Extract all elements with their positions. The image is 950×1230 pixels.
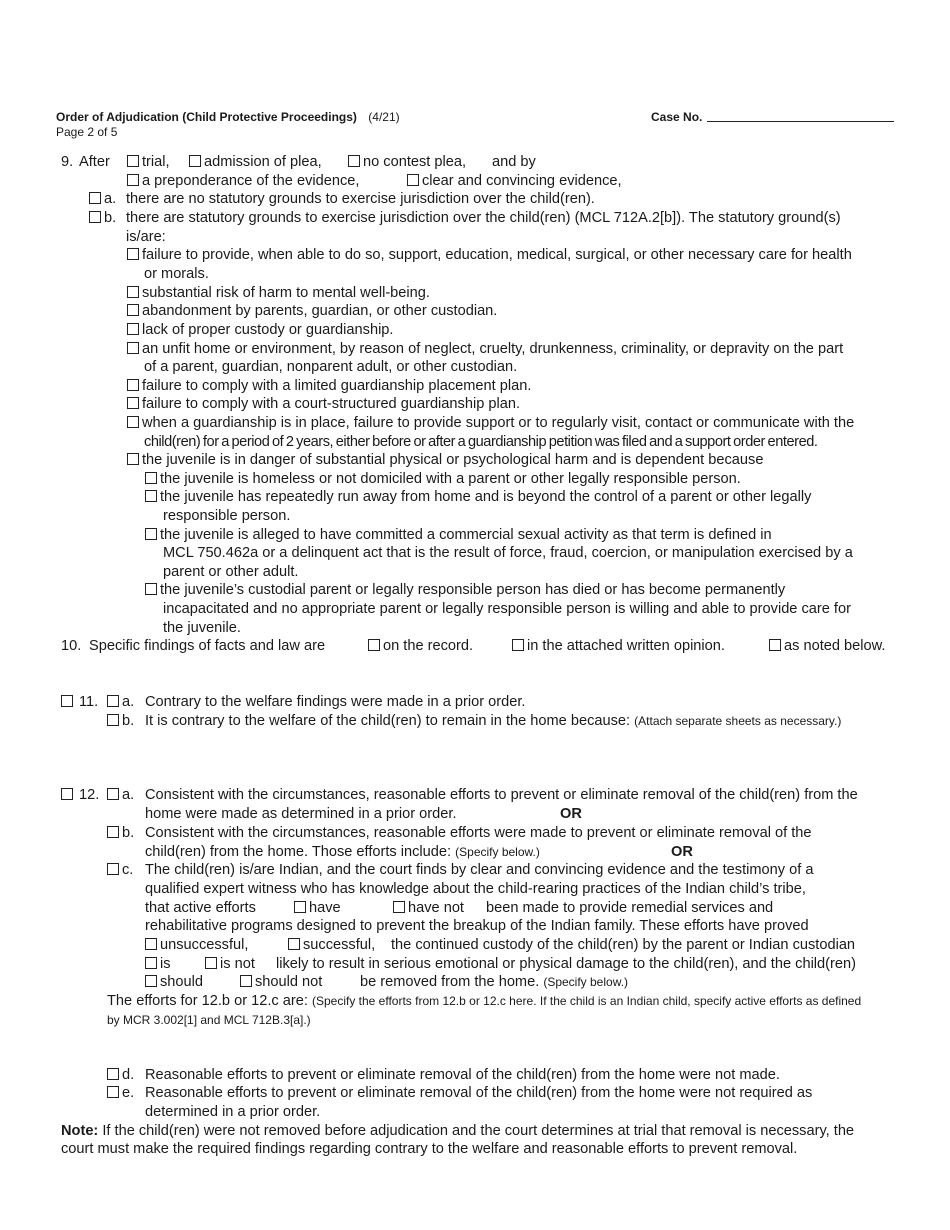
item12a-text-1: Consistent with the circumstances, reasonable efforts to prevent or eliminate removal of the child(ren) from the [145,787,858,803]
item12e-text-1: Reasonable efforts to prevent or eliminate removal of the child(ren) from the home were not required as [145,1085,813,1101]
ground-3-checkbox[interactable] [127,304,139,316]
item12e-checkbox[interactable] [107,1086,119,1098]
ground-4 [127,321,393,340]
form-version: (4/21) [368,110,400,124]
form-title-block [56,110,400,124]
item9b-letter: b. [104,210,117,226]
admission-label: admission of plea, [204,154,322,170]
item11-checkbox[interactable] [61,695,73,707]
ground-7 [127,395,520,414]
sub-ground-3-cont-2: parent or other adult. [163,564,299,580]
sub-ground-2-cont: responsible person. [163,508,291,524]
sub-ground-1-checkbox[interactable] [145,472,157,484]
should-label: should [160,974,204,990]
have-not-checkbox[interactable] [393,901,405,913]
item12-head [61,786,99,805]
ground-9-checkbox[interactable] [127,453,139,465]
sub-ground-4-checkbox[interactable] [145,583,157,595]
successful-label: successful, [303,937,376,953]
ground-5-text: an unfit home or environment, by reason of neglect, cruelty, drunkenness, criminality, or depravity on the part [142,341,844,357]
or-label-2: OR [671,844,693,860]
should-not-label: should not [255,974,323,990]
case-no-label: Case No. [651,110,703,124]
item9b-text-2: is/are: [126,229,166,245]
ground-1 [127,246,852,265]
item12d-text: Reasonable efforts to prevent or eliminate removal of the child(ren) from the home were not made. [145,1067,780,1083]
clear-convincing-label: clear and convincing evidence, [422,173,622,189]
note-label: Note: [61,1123,99,1139]
on-record-label: on the record. [383,638,474,654]
item12c-checkbox[interactable] [107,863,119,875]
sub-ground-2 [145,488,811,507]
item12b [107,824,134,843]
sub-ground-3-text: the juvenile is alleged to have committed a commercial sexual activity as that term is defined in [160,527,772,543]
item12a-text-2: home were made as determined in a prior order. [145,806,457,822]
item12d-letter: d. [122,1067,135,1083]
sub-ground-3-cont-1: MCL 750.462a or a delinquent act that is the result of force, fraud, coercion, or manipulation exercised by a [163,545,853,561]
item11a-text: Contrary to the welfare findings were made in a prior order. [145,694,526,710]
ground-1-text: failure to provide, when able to do so, support, education, medical, surgical, or other necessary care for health [142,247,852,263]
sub-ground-1-text: the juvenile is homeless or not domiciled with a parent or other legally responsible person. [160,471,741,487]
ground-8-text: when a guardianship is in place, failure to provide support or to regularly visit, contact or communicate with the [142,415,855,431]
item12e-letter: e. [122,1085,135,1101]
item11b-checkbox[interactable] [107,714,119,726]
ground-9-text: the juvenile is in danger of substantial physical or psychological harm and is dependent because [142,452,764,468]
item12b-letter: b. [122,825,135,841]
should-not-option [240,973,322,992]
is-label: is [160,956,171,972]
page-number: Page 2 of 5 [56,125,118,139]
is-not-checkbox[interactable] [205,957,217,969]
ground-1-cont: or morals. [144,266,209,282]
is-option [145,955,171,974]
preponderance-option [127,172,359,191]
item9-trial-option [127,153,170,172]
sub-ground-3 [145,526,772,545]
item9-and-by: and by [492,154,536,170]
item12-number: 12. [79,787,100,803]
no-contest-label: no contest plea, [363,154,467,170]
have-option [294,899,341,918]
sub-ground-3-checkbox[interactable] [145,528,157,540]
preponderance-checkbox[interactable] [127,174,139,186]
item12a [107,786,134,805]
ground-3 [127,302,497,321]
item11a [107,693,134,712]
item12-checkbox[interactable] [61,788,73,800]
item11-number: 11. [79,694,99,710]
ground-4-checkbox[interactable] [127,323,139,335]
ground-2-text: substantial risk of harm to mental well-being. [142,285,430,301]
ground-6 [127,377,531,396]
item12b-text-1: Consistent with the circumstances, reasonable efforts were made to prevent or eliminate removal of the [145,825,812,841]
note-line-2: court must make the required findings regarding contrary to the welfare and reasonable efforts to prevent removal. [61,1141,798,1157]
ground-6-text: failure to comply with a limited guardianship placement plan. [142,378,532,394]
item12c-note: (Specify below.) [543,975,629,989]
item9b [89,209,116,228]
ground-8-cont: child(ren) for a period of 2 years, either before or after a guardianship petition was filed and a support order entered. [144,434,818,450]
ground-3-text: abandonment by parents, guardian, or other custodian. [142,303,498,319]
sub-ground-1 [145,470,741,489]
item10-opt1 [368,637,473,656]
ground-9 [127,451,763,470]
sub-ground-4-cont-2: the juvenile. [163,620,241,636]
admission-checkbox[interactable] [189,155,201,167]
on-record-checkbox[interactable] [368,639,380,651]
ground-6-checkbox[interactable] [127,379,139,391]
no-contest-checkbox[interactable] [348,155,360,167]
item11b-text [145,712,841,731]
or-label-1: OR [560,806,582,822]
item9a [89,190,116,209]
note-text-1: If the child(ren) were not removed before adjudication and the court determines at trial that removal is necessary, the [102,1123,855,1139]
noted-below-label: as noted below. [784,638,886,654]
item9-admission-option [189,153,322,172]
item12a-checkbox[interactable] [107,788,119,800]
ground-8 [127,414,854,433]
item9b-checkbox[interactable] [89,211,101,223]
item9a-text: there are no statutory grounds to exercise jurisdiction over the child(ren). [126,191,595,207]
item11a-letter: a. [122,694,135,710]
have-checkbox[interactable] [294,901,306,913]
item12c-text-4: rehabilitative programs designed to prevent the breakup of the Indian family. These efforts have proved [145,918,809,934]
preponderance-label: a preponderance of the evidence, [142,173,360,189]
item9b-text-1: there are statutory grounds to exercise jurisdiction over the child(ren) (MCL 712A.2[b]). The statutory ground(s) [126,210,841,226]
item10-opt2 [512,637,725,656]
item9-after: After [79,154,110,170]
case-no-field[interactable] [707,108,894,122]
sub-ground-4 [145,581,785,600]
written-opinion-label: in the attached written opinion. [527,638,725,654]
item11b-letter: b. [122,713,135,729]
item12d [107,1066,134,1085]
ground-4-text: lack of proper custody or guardianship. [142,322,394,338]
ground-5-checkbox[interactable] [127,342,139,354]
item9a-checkbox[interactable] [89,192,101,204]
efforts-line-1 [107,992,861,1011]
clear-convincing-checkbox[interactable] [407,174,419,186]
ground-8-checkbox[interactable] [127,416,139,428]
ground-7-checkbox[interactable] [127,397,139,409]
ground-2 [127,284,430,303]
efforts-entry-area[interactable] [107,1030,894,1064]
should-checkbox[interactable] [145,975,157,987]
ground-5-cont: of a parent, guardian, nonparent adult, or other custodian. [144,359,518,375]
item12b-main: child(ren) from the home. Those efforts include: [145,844,452,860]
ground-7-text: failure to comply with a court-structured guardianship plan. [142,396,521,412]
item11b-main: It is contrary to the welfare of the child(ren) to remain in the home because: [145,713,631,729]
item12b-note: (Specify below.) [455,845,540,859]
is-not-label: is not [220,956,255,972]
ground-1-checkbox[interactable] [127,248,139,260]
item12e-text-2: determined in a prior order. [145,1104,321,1120]
ground-5 [127,340,843,359]
item9-number: 9. [61,154,74,170]
efforts-note-2: by MCR 3.002[1] and MCL 712B.3[a].) [107,1013,311,1027]
clear-convincing-option [407,172,622,191]
item9a-letter: a. [104,191,117,207]
item12c-text-7 [360,973,628,992]
trial-checkbox[interactable] [127,155,139,167]
item12c [107,861,133,880]
item12c-text-5: the continued custody of the child(ren) by the parent or Indian custodian [391,937,856,953]
have-not-label: have not [408,900,464,916]
unsuccessful-option [145,936,248,955]
item11-head [61,693,98,712]
item12c-letter: c. [122,862,134,878]
item12c-text-2: qualified expert witness who has knowledge about the child-rearing practices of the Indian child’s tribe, [145,881,806,897]
written-opinion-checkbox[interactable] [512,639,524,651]
item10-opt3 [769,637,885,656]
item11a-checkbox[interactable] [107,695,119,707]
have-not-option [393,899,464,918]
sub-ground-4-cont-1: incapacitated and no appropriate parent or legally responsible person is willing and able to provide care for [163,601,851,617]
successful-checkbox[interactable] [288,938,300,950]
item11b-note: (Attach separate sheets as necessary.) [634,714,842,728]
is-checkbox[interactable] [145,957,157,969]
item12c-main-7: be removed from the home. [360,974,540,990]
form-title: Order of Adjudication (Child Protective Proceedings) [56,110,357,124]
item11b [107,712,134,731]
item10-text: Specific findings of facts and law are [89,638,326,654]
note-line-1 [61,1122,854,1141]
have-label: have [309,900,341,916]
sub-ground-2-checkbox[interactable] [145,490,157,502]
item12c-text-6: likely to result in serious emotional or physical damage to the child(ren), and the child(ren) [276,956,856,972]
should-option [145,973,203,992]
sub-ground-4-text: the juvenile’s custodial parent or legally responsible person has died or has become permanently [160,582,786,598]
unsuccessful-checkbox[interactable] [145,938,157,950]
item12a-letter: a. [122,787,135,803]
trial-label: trial, [142,154,170,170]
unsuccessful-label: unsuccessful, [160,937,249,953]
efforts-note-1: (Specify the efforts from 12.b or 12.c here. If the child is an Indian child, specify active efforts as defined [311,994,862,1008]
item12d-checkbox[interactable] [107,1068,119,1080]
item10-number: 10. [61,638,82,654]
item12b-text-2 [145,843,540,862]
efforts-label: The efforts for 12.b or 12.c are: [107,993,308,1009]
noted-below-checkbox[interactable] [769,639,781,651]
ground-2-checkbox[interactable] [127,286,139,298]
item12c-text-3b: been made to provide remedial services and [486,900,774,916]
should-not-checkbox[interactable] [240,975,252,987]
item9-nocontest-option [348,153,466,172]
successful-option [288,936,375,955]
item12c-text-3a: that active efforts [145,900,256,916]
sub-ground-2-text: the juvenile has repeatedly run away from home and is beyond the control of a parent or other legally [160,489,812,505]
item12b-checkbox[interactable] [107,826,119,838]
is-not-option [205,955,255,974]
item12c-text-1: The child(ren) is/are Indian, and the court finds by clear and convincing evidence and the testimony of a [145,862,814,878]
item12e [107,1084,134,1103]
